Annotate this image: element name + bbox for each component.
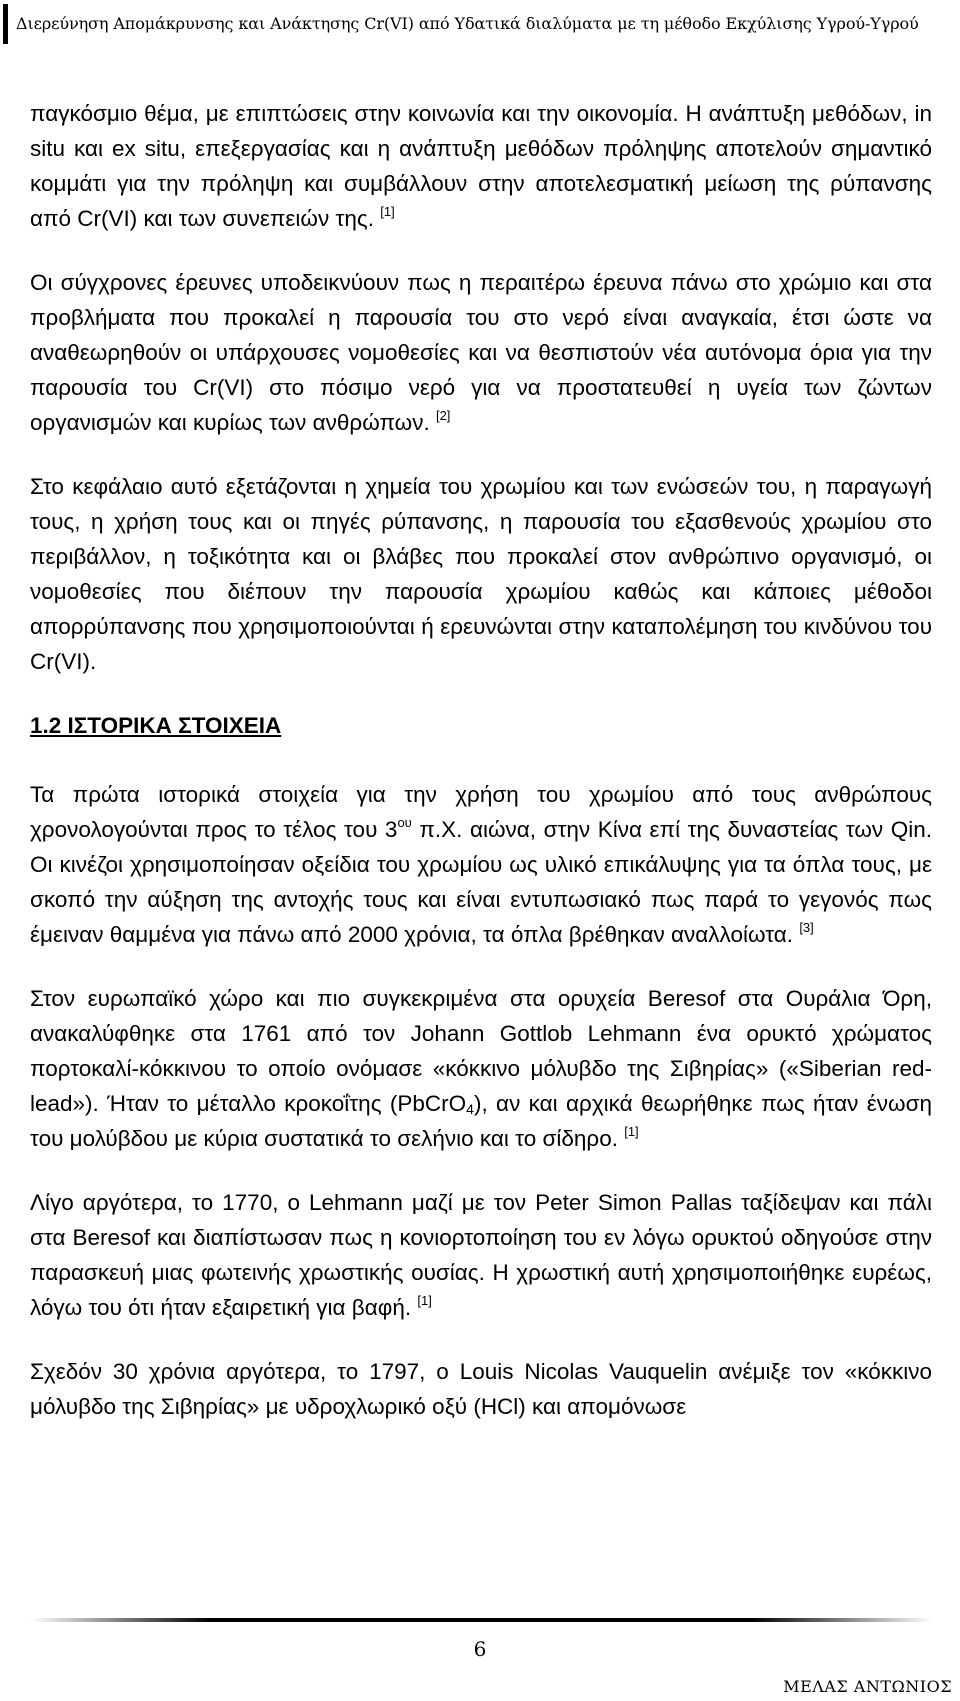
paragraph-text: Σχεδόν 30 χρόνια αργότερα, το 1797, ο Louis Nicolas Vauquelin ανέμιξε τον «κόκκινο μόλυβδο της Σιβηρίας» με υδροχλωρικό οξύ (HCl) και απομόνωσε [30, 1359, 932, 1419]
document-body [30, 96, 932, 1424]
paragraph [30, 1354, 932, 1424]
section-heading: 1.2 ΙΣΤΟΡΙΚΑ ΣΤΟΙΧΕΙΑ [30, 713, 282, 738]
citation-ref: [1] [624, 1124, 639, 1139]
paragraph-text: Στον ευρωπαϊκό χώρο και πιο συγκεκριμένα στα ορυχεία Beresof στα Ουράλια Όρη, ανακαλύφθηκε στα 1761 από τον Johann Gottlob Lehmann ένα ορυκτό χρώματος πορτοκαλί-κόκκινου το οποίο ονόμασε «κόκκινο μόλυβδο της Σιβηρίας» («Siberian red-lead»). Ήταν το μέταλλο κροκοΐτης (PbCrO [30, 986, 932, 1116]
citation-ref: [2] [435, 408, 451, 423]
paragraph-text: Οι σύγχρονες έρευνες υποδεικνύουν πως η περαιτέρω έρευνα πάνω στο χρώμιο και στα προβλήματα που προκαλεί η παρουσία του στο νερό είναι αναγκαία, έτσι ώστε να αναθεωρηθούν οι υπάρχουσες νομοθεσίες και να θεσπιστούν νέα αυτόνομα όρια για την παρουσία του Cr(VI) στο πόσιμο νερό για να προστατευθεί η υγεία των ζώντων οργανισμών και κυρίως των ανθρώπων. [30, 270, 932, 435]
citation-ref: [1] [417, 1293, 432, 1308]
footer-author: ΜΕΛΑΣ ΑΝΤΩΝΙΟΣ [783, 1677, 952, 1696]
header-accent-bar [3, 4, 8, 44]
paragraph-text: π.Χ. αιώνα, στην Κίνα επί της δυναστείας των Qin. Οι κινέζοι χρησιμοποίησαν οξείδια του χρωμίου ως υλικό επικάλυψης για τα όπλα τους, με σκοπό την αύξηση της αντοχής τους και είναι εντυπωσιακό πως παρά το γεγονός πως έμειναν θαμμένα για πάνω από 2000 χρόνια, τα όπλα βρέθηκαν αναλλοίωτα. [30, 817, 932, 947]
citation-ref: [1] [380, 204, 395, 219]
paragraph-text: Τα πρώτα ιστορικά στοιχεία για την χρήση του χρωμίου από τους ανθρώπους χρονολογούνται προς το τέλος του 3 [30, 782, 932, 842]
paragraph [30, 265, 932, 440]
paragraph-text: ), αν και αρχικά θεωρήθηκε πως ήταν ένωση του μολύβδου με κύρια συστατικά το σελήνιο και το σίδηρο. [30, 1091, 932, 1151]
paragraph-text: Στο κεφάλαιο αυτό εξετάζονται η χημεία του χρωμίου και των ενώσεών του, η παραγωγή τους, η χρήση τους και οι πηγές ρύπανσης, η παρουσία του εξασθενούς χρωμίου στο περιβάλλον, η τοξικότητα και οι βλάβες που προκαλεί στον ανθρώπινο οργανισμό, οι νομοθεσίες που διέπουν την παρουσία χρωμίου καθώς και κάποιες μέθοδοι απορρύπανσης που χρησιμοποιούνται ή ερευνώνται στην καταπολέμηση του κινδύνου του Cr(VI). [30, 474, 932, 674]
paragraph-text: παγκόσμιο θέμα, με επιπτώσεις στην κοινωνία και την οικονομία. Η ανάπτυξη μεθόδων, in situ και ex situ, επεξεργασίας και η ανάπτυξη μεθόδων πρόληψης αποτελούν σημαντικό κομμάτι για την πρόληψη και συμβάλλουν στην αποτελεσματική μείωση της ρύπανσης από Cr(VI) και των συνεπειών της. [30, 101, 932, 231]
paragraph [30, 469, 932, 679]
paragraph-text: Λίγο αργότερα, το 1770, ο Lehmann μαζί με τον Peter Simon Pallas ταξίδεψαν και πάλι στα Beresof και διαπίστωσαν πως η κονιορτοποίηση του εν λόγω ορυκτού οδηγούσε στην παρασκευή μιας φωτεινής χρωστικής ουσίας. Η χρωστική αυτή χρησιμοποιήθηκε ευρέως, λόγω του ότι ήταν εξαιρετική για βαφή. [30, 1190, 932, 1320]
running-title: Διερεύνηση Απομάκρυνσης και Ανάκτησης Cr(VI) από Υδατικά διαλύματα με τη μέθοδο Εκχύλισης Υγρού-Υγρού [16, 14, 919, 33]
footer-divider [30, 1618, 932, 1622]
page-header [0, 0, 960, 48]
paragraph [30, 777, 932, 952]
citation-ref: [3] [799, 920, 814, 935]
paragraph [30, 1185, 932, 1325]
paragraph [30, 96, 932, 236]
paragraph [30, 981, 932, 1156]
page-number: 6 [473, 1637, 487, 1661]
ordinal-superscript: ου [397, 815, 412, 830]
formula-subscript: 4 [466, 1101, 474, 1117]
